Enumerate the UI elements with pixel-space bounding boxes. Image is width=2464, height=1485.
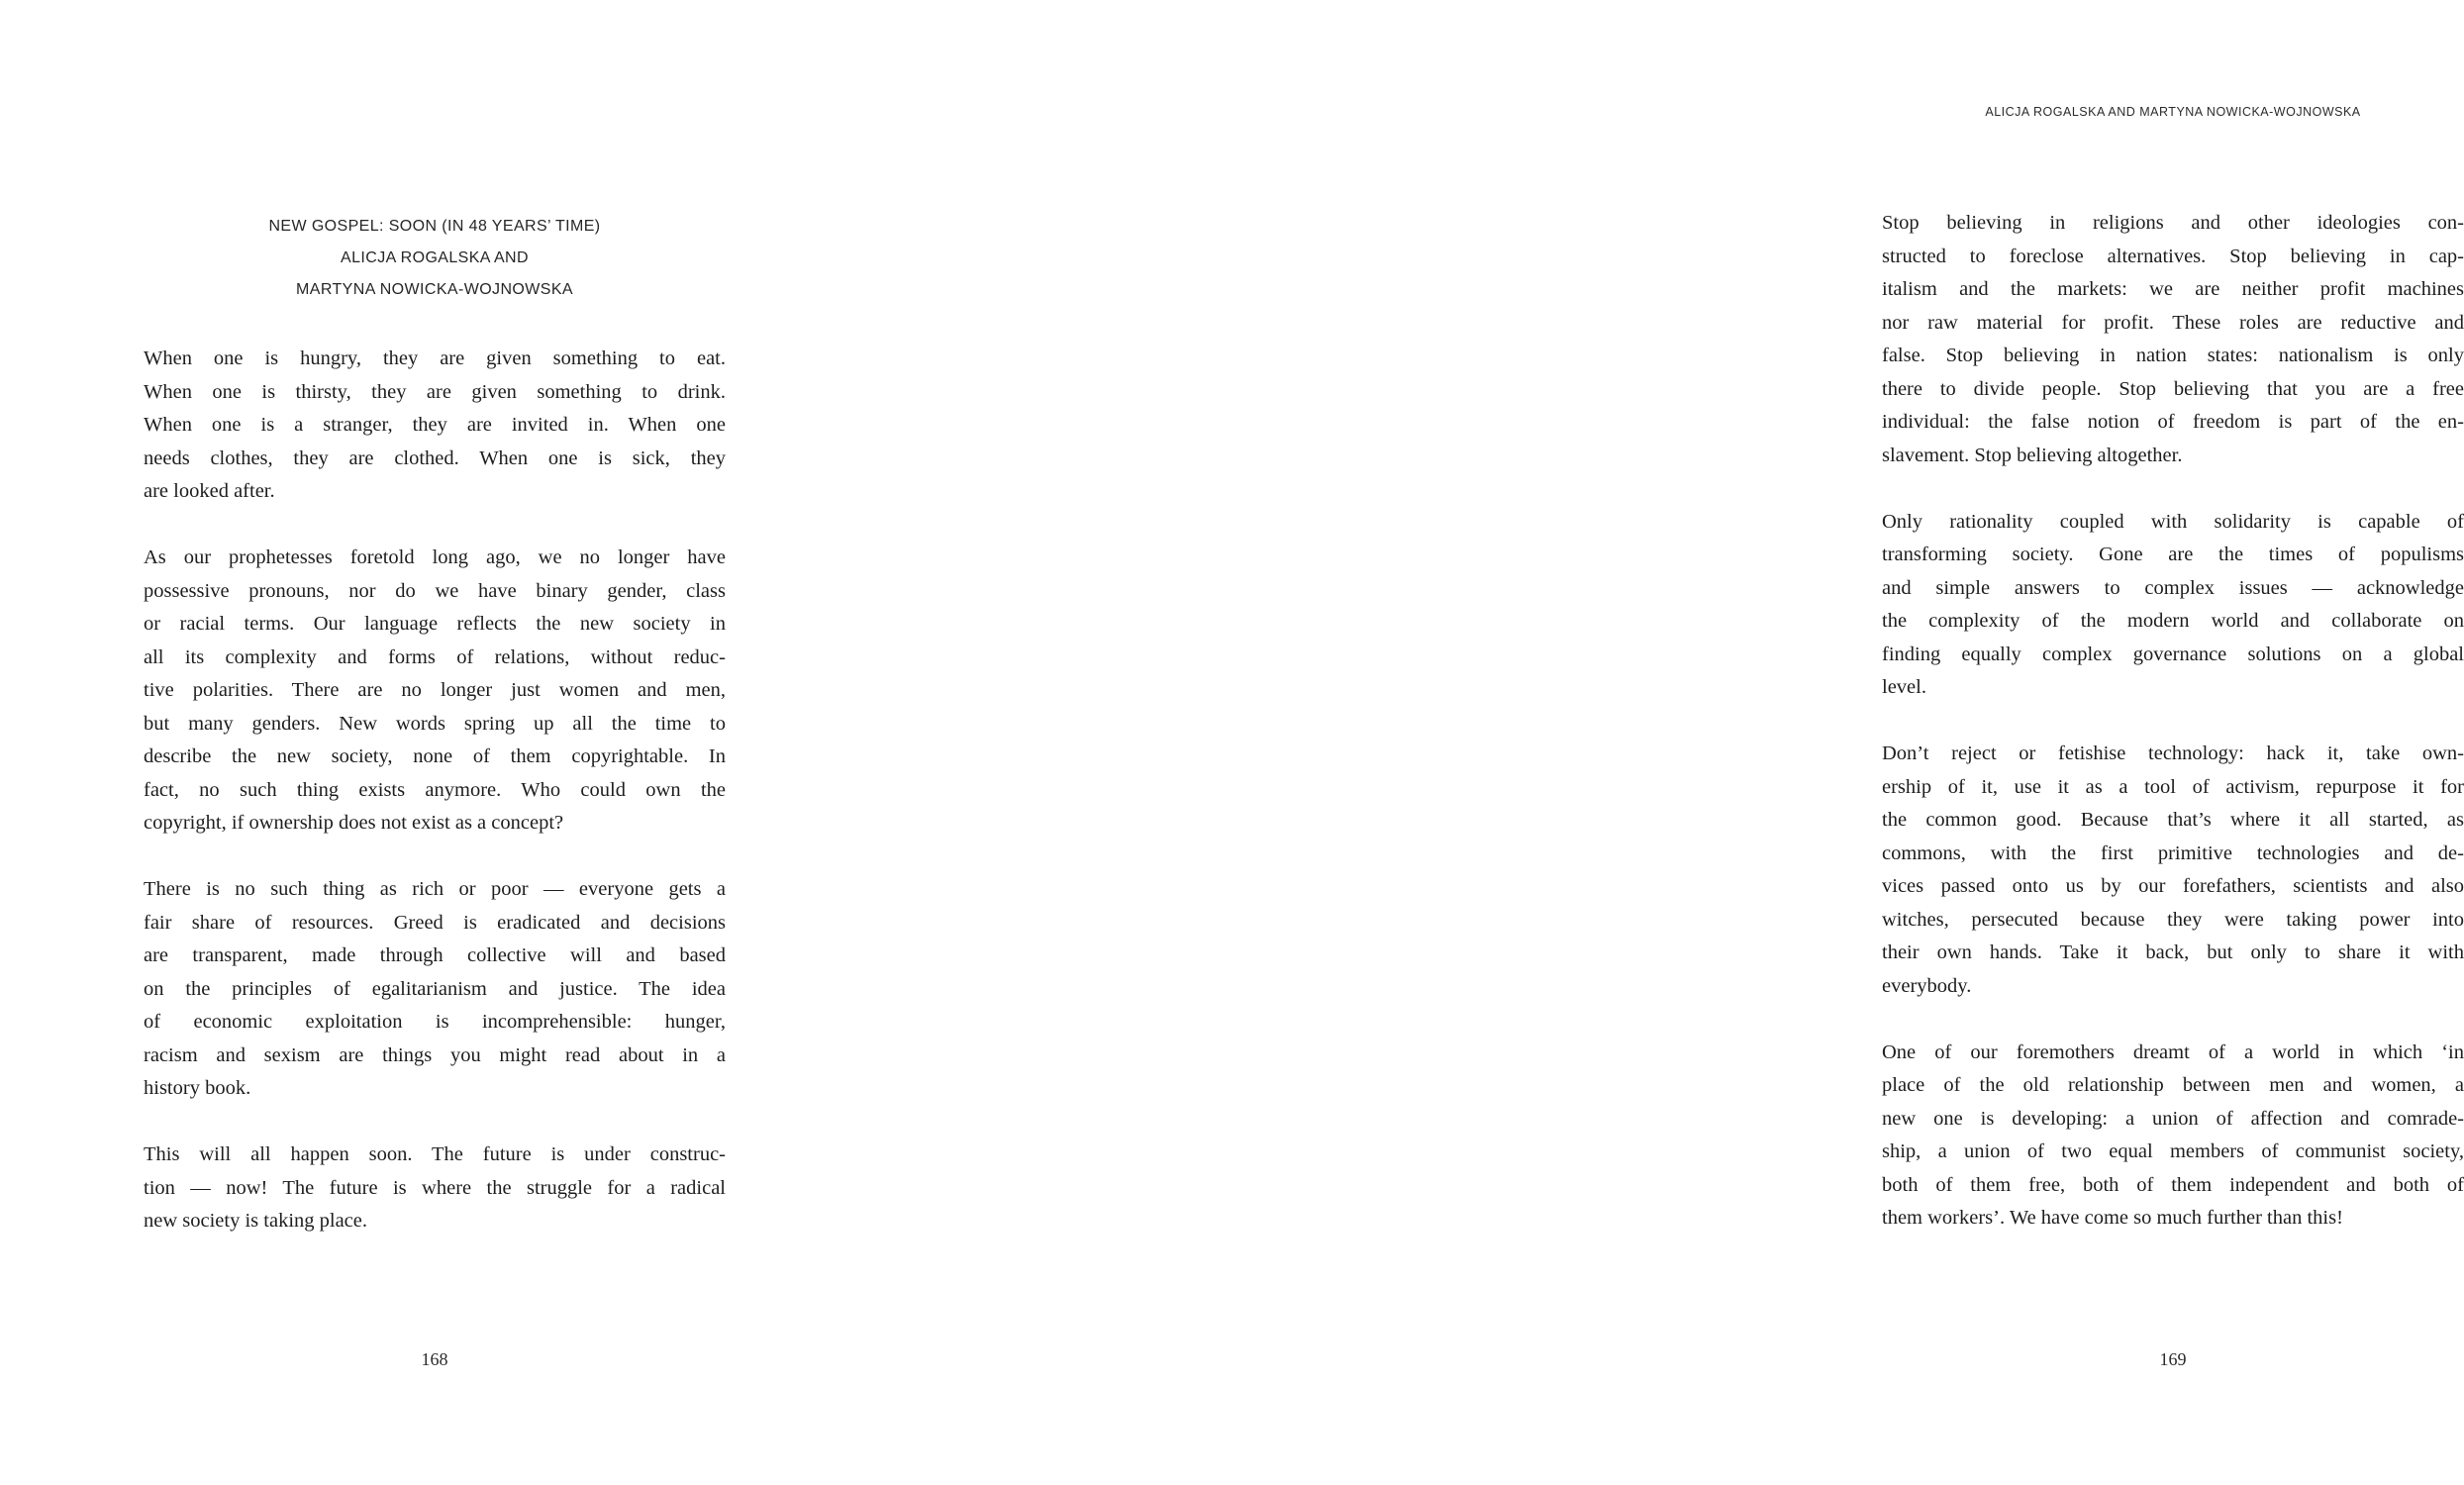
right-page <box>869 0 2464 1485</box>
text-line: commons, with the first primitive technologies and de- <box>1882 842 2464 864</box>
text-line: When one is a stranger, they are invited in. When one <box>144 414 726 436</box>
text-line: nor raw material for profit. These roles are reductive and <box>1882 311 2464 334</box>
text-line: structed to foreclose alternatives. Stop believing in cap- <box>1882 245 2464 267</box>
text-line: place of the old relationship between men and women, a <box>1882 1074 2464 1096</box>
text-line: fair share of resources. Greed is eradicated and decisions <box>144 911 726 934</box>
text-line: vices passed onto us by our forefathers, scientists and also <box>1882 875 2464 897</box>
text-line: their own hands. Take it back, but only to share it with <box>1882 941 2464 963</box>
text-line: This will all happen soon. The future is under construc- <box>144 1143 726 1165</box>
text-line: Stop believing in religions and other ideologies con- <box>1882 212 2464 234</box>
text-line: tion — now! The future is where the struggle for a radical <box>144 1176 726 1199</box>
text-line: When one is thirsty, they are given something to drink. <box>144 380 726 403</box>
chapter-title-line: NEW GOSPEL: SOON (IN 48 YEARS’ TIME) <box>268 218 601 235</box>
text-line: There is no such thing as rich or poor — everyone gets a <box>144 878 726 900</box>
text-line: copyright, if ownership does not exist as a concept? <box>144 812 564 834</box>
text-line: both of them free, both of them independent and both of <box>1882 1173 2464 1196</box>
text-line: history book. <box>144 1077 251 1099</box>
left-text-column <box>144 343 726 1238</box>
text-line: or racial terms. Our language reflects the new society in <box>144 613 726 635</box>
page-number-left: 168 <box>421 1349 448 1369</box>
text-line: there to divide people. Stop believing that you are a free <box>1882 377 2464 400</box>
text-line: witches, persecuted because they were taking power into <box>1882 908 2464 931</box>
text-line: needs clothes, they are clothed. When one is sick, they <box>144 446 726 469</box>
paragraph <box>144 343 726 509</box>
text-line: ship, a union of two equal members of communist society, <box>1882 1140 2464 1162</box>
paragraph <box>144 542 726 841</box>
text-line: One of our foremothers dreamt of a world in which ‘in <box>1882 1040 2464 1063</box>
text-line: slavement. Stop believing altogether. <box>1882 444 2183 466</box>
paragraph <box>1882 207 2464 472</box>
text-line: on the principles of egalitarianism and justice. The idea <box>144 977 726 1000</box>
text-line: possessive pronouns, nor do we have binary gender, class <box>144 579 726 602</box>
text-line: and simple answers to complex issues — acknowledge <box>1882 576 2464 599</box>
text-line: describe the new society, none of them copyrightable. In <box>144 745 726 767</box>
paragraph <box>144 873 726 1106</box>
text-line: them workers’. We have come so much further than this! <box>1882 1207 2343 1229</box>
chapter-title-line: ALICJA ROGALSKA AND <box>341 249 529 266</box>
text-line: but many genders. New words spring up all the time to <box>144 712 726 735</box>
text-line: the common good. Because that’s where it all started, as <box>1882 809 2464 831</box>
text-line: level. <box>1882 676 1926 698</box>
text-line: individual: the false notion of freedom is part of the en- <box>1882 411 2464 433</box>
chapter-title <box>144 211 726 306</box>
text-line: are looked after. <box>144 480 275 502</box>
text-line: finding equally complex governance solutions on a global <box>1882 643 2464 665</box>
text-line: Don’t reject or fetishise technology: hack it, take own- <box>1882 742 2464 764</box>
text-line: racism and sexism are things you might read about in a <box>144 1043 726 1066</box>
page-number-right: 169 <box>2159 1349 2187 1369</box>
text-line: Only rationality coupled with solidarity is capable of <box>1882 510 2464 533</box>
text-line: are transparent, made through collective will and based <box>144 944 726 966</box>
right-text-column <box>1882 207 2464 1236</box>
paragraph <box>144 1138 726 1238</box>
text-line: tive polarities. There are no longer just women and men, <box>144 679 726 701</box>
text-line: italism and the markets: we are neither profit machines <box>1882 278 2464 300</box>
text-line: ership of it, use it as a tool of activism, repurpose it for <box>1882 775 2464 798</box>
text-line: As our prophetesses foretold long ago, we no longer have <box>144 546 726 568</box>
text-line: fact, no such thing exists anymore. Who could own the <box>144 778 726 801</box>
text-line: of economic exploitation is incomprehensible: hunger, <box>144 1011 726 1033</box>
paragraph <box>1882 738 2464 1003</box>
text-line: the complexity of the modern world and collaborate on <box>1882 610 2464 632</box>
text-line: false. Stop believing in nation states: nationalism is only <box>1882 345 2464 366</box>
left-page <box>0 0 869 1485</box>
paragraph <box>1882 506 2464 705</box>
text-line: When one is hungry, they are given something to eat. <box>144 347 726 369</box>
text-line: new society is taking place. <box>144 1210 368 1232</box>
text-line: all its complexity and forms of relations, without reduc- <box>144 645 726 668</box>
text-line: everybody. <box>1882 974 1972 997</box>
text-line: new one is developing: a union of affection and comrade- <box>1882 1107 2464 1130</box>
text-line: transforming society. Gone are the times of populisms <box>1882 544 2464 565</box>
paragraph <box>1882 1037 2464 1236</box>
running-header: ALICJA ROGALSKA AND MARTYNA NOWICKA-WOJNOWSKA <box>1985 105 2361 119</box>
chapter-title-line: MARTYNA NOWICKA-WOJNOWSKA <box>296 281 573 298</box>
